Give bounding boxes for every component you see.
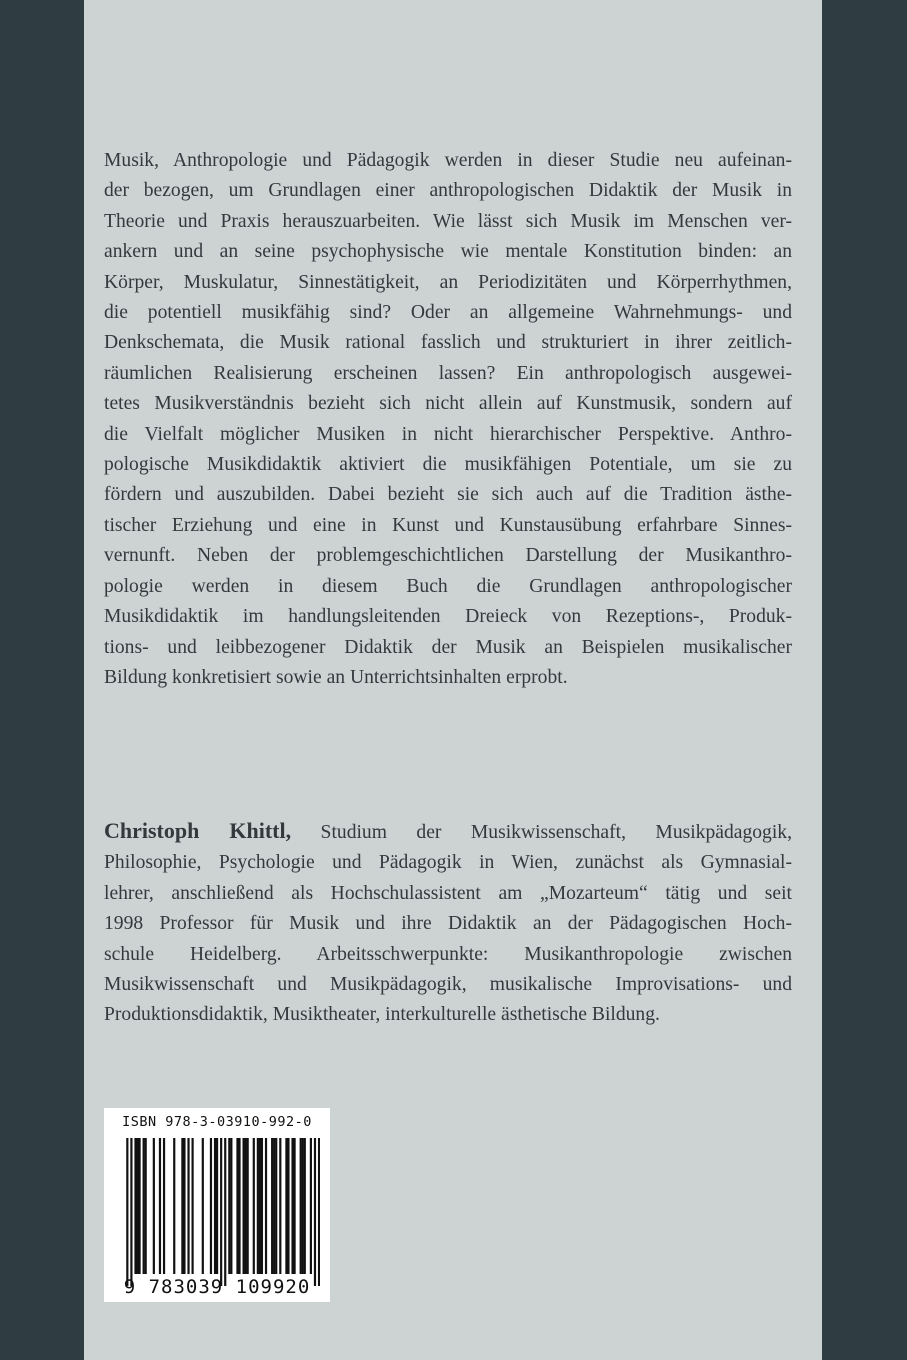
barcode-bar [228,1138,230,1274]
barcode-bar [314,1138,316,1286]
barcode-bar [318,1138,320,1286]
bio-line: schule Heidelberg. Arbeitsschwerpunkte: Musikanthropologie zwischen [104,943,792,965]
barcode-bar [136,1138,138,1274]
barcode-bar [293,1138,295,1274]
blurb-line: Denkschemata, die Musik rational fasslich und strukturiert in ihrer zeitlich- [104,332,792,354]
barcode-bar [192,1138,194,1274]
barcode-bar [261,1138,263,1274]
barcode-bar [183,1138,185,1274]
blurb-line: Bildung konkretisiert sowie an Unterrichtsinhalten erprobt. [104,666,568,688]
barcode-bars [114,1138,320,1286]
barcode-bar [245,1138,247,1274]
barcode-bar [304,1138,306,1274]
blurb-line: fördern und auszubilden. Dabei bezieht sie sich auch auf die Tradition ästhe- [104,484,792,506]
barcode-bar [253,1138,255,1274]
barcode-bar [181,1138,183,1274]
barcode-bar [243,1138,245,1274]
barcode-bar [257,1138,259,1274]
bio-line: Musikwissenschaft und Musikpädagogik, musikalische Improvisations- und [104,974,792,996]
barcode-bar [259,1138,261,1274]
barcode-bar [300,1138,302,1274]
bio-first-line-text: Studium der Musikwissenschaft, Musikpädagogik, [291,822,792,843]
barcode-bar [214,1138,216,1274]
blurb-line: tetes Musikverständnis bezieht sich nicht allein auf Kunstmusik, sondern auf [104,393,792,415]
ean-digits: 9 783039 109920 [123,1276,311,1298]
barcode-bar [275,1138,277,1274]
barcode-bar [285,1138,287,1274]
blurb-line: die Vielfalt möglicher Musiken in nicht hierarchischer Perspektive. Anthro- [104,423,792,445]
blurb-line: die potentiell musikfähig sind? Oder an allgemeine Wahrnehmungs- und [104,302,792,324]
bio-line: 1998 Professor für Musik und ihre Didaktik an der Pädagogischen Hoch- [104,913,792,935]
barcode-bar [134,1138,136,1274]
barcode-bar [302,1138,304,1274]
blurb-line: Musik, Anthropologie und Pädagogik werden in dieser Studie neu aufeinan- [104,150,792,171]
barcode-bar [159,1138,161,1274]
barcode-bar [173,1138,175,1274]
barcode-bar [187,1138,189,1274]
bio-line: Produktionsdidaktik, Musiktheater, interkulturelle ästhetische Bildung. [104,1004,660,1026]
blurb-line: pologie werden in diesem Buch die Grundlagen anthropologischer [104,575,792,597]
barcode-bar [220,1138,222,1286]
barcode-bar [145,1138,147,1274]
barcode-bar [236,1138,238,1274]
barcode-bar [310,1138,312,1274]
barcode-bar [202,1138,204,1274]
barcode-bar [238,1138,240,1274]
author-bio [104,816,792,1031]
barcode-bar [130,1138,132,1286]
barcode-bar [230,1138,232,1274]
blurb-line: ankern und an seine psychophysische wie mentale Konstitution binden: an [104,241,792,263]
bio-line: Philosophie, Psychologie und Pädagogik in Wien, zunächst als Gymnasial- [104,852,792,874]
barcode-bar [279,1138,281,1274]
barcode-bar [210,1138,212,1274]
book-blurb [104,146,792,693]
barcode-bar [126,1138,128,1286]
author-name: Christoph Khittl, [104,818,292,843]
bio-line: lehrer, anschließend als Hochschulassistent am „Mozarteum“ tätig und seit [104,882,792,904]
barcode-bar [216,1138,218,1274]
barcode-bar [287,1138,289,1274]
blurb-line: tischer Erziehung und eine in Kunst und Kunstausübung erfahrbare Sinnes- [104,514,792,536]
blurb-line: räumlichen Realisierung erscheinen lassen? Ein anthropologisch ausgewei- [104,362,792,384]
blurb-line: Körper, Muskulatur, Sinnestätigkeit, an Periodizitäten und Körperrhythmen, [104,271,792,293]
barcode-bar [163,1138,165,1274]
isbn-barcode [104,1108,330,1302]
barcode-bar [291,1138,293,1274]
blurb-line: tions- und leibbezogener Didaktik der Musik an Beispielen musikalischer [104,636,792,658]
bio-first-line [104,816,792,848]
barcode-bar [143,1138,145,1274]
barcode-bar [153,1138,155,1274]
blurb-line: Theorie und Praxis herauszuarbeiten. Wie lässt sich Musik im Menschen ver- [104,210,792,232]
barcode-bar [138,1138,140,1274]
blurb-line: Musikdidaktik im handlungsleitenden Dreieck von Rezeptions-, Produk- [104,606,792,628]
barcode-bar [271,1138,273,1274]
barcode-bar [224,1138,226,1286]
isbn-label: ISBN 978-3-03910-992-0 [122,1114,312,1130]
blurb-line: der bezogen, um Grundlagen einer anthropologischen Didaktik der Musik in [104,180,792,202]
barcode-bar [265,1138,267,1274]
barcode-bar [273,1138,275,1274]
blurb-line: pologische Musikdidaktik aktiviert die musikfähigen Potentiale, um sie zu [104,454,792,476]
barcode-bar [247,1138,249,1274]
blurb-line: vernunft. Neben der problemgeschichtlichen Darstellung der Musikanthro- [104,545,792,567]
